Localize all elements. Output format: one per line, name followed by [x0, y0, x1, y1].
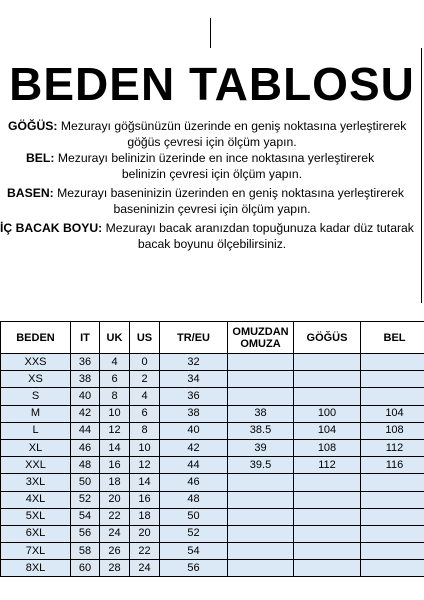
table-row: [1, 543, 424, 560]
cell-size: S: [1, 388, 71, 405]
cell-chest: [294, 388, 361, 405]
table-row: [1, 405, 424, 422]
cell-uk: 6: [100, 371, 130, 388]
instruction-label: GÖĞÜS:: [8, 119, 58, 133]
instruction-label: BEL:: [26, 151, 55, 165]
header-chest: GÖĞÜS: [294, 322, 361, 354]
cell-it: 52: [71, 491, 100, 508]
cell-chest: [294, 560, 361, 577]
cell-uk: 10: [100, 405, 130, 422]
cell-waist: 108: [361, 422, 424, 439]
cell-tr-eu: 50: [160, 508, 228, 525]
top-divider-line: [210, 18, 211, 48]
cell-us: 18: [130, 508, 160, 525]
cell-uk: 20: [100, 491, 130, 508]
cell-it: 40: [71, 388, 100, 405]
instruction-chest: [0, 119, 424, 150]
header-it: IT: [71, 322, 100, 354]
cell-it: 54: [71, 508, 100, 525]
instruction-text-cont: bacak boyunu ölçebilirsiniz.: [137, 236, 287, 251]
table-row: [1, 525, 424, 542]
cell-size: 3XL: [1, 474, 71, 491]
instruction-waist: [0, 151, 424, 182]
cell-shoulder: [228, 354, 294, 371]
table-row: [1, 422, 424, 439]
cell-size: 7XL: [1, 543, 71, 560]
cell-us: 16: [130, 491, 160, 508]
cell-us: 8: [130, 422, 160, 439]
cell-size: XXL: [1, 457, 71, 474]
cell-us: 2: [130, 371, 160, 388]
cell-us: 12: [130, 457, 160, 474]
header-waist: BEL: [361, 322, 424, 354]
instruction-inseam: [0, 221, 424, 252]
cell-us: 24: [130, 560, 160, 577]
table-row: [1, 371, 424, 388]
cell-chest: [294, 543, 361, 560]
instruction-text-cont: baseninizin çevresi için ölçüm yapın.: [113, 201, 311, 216]
cell-uk: 18: [100, 474, 130, 491]
cell-size: 5XL: [1, 508, 71, 525]
instruction-text: Mezurayı baseninizin üzerinden en geniş noktasına yerleştirerek: [53, 186, 404, 200]
cell-waist: 104: [361, 405, 424, 422]
cell-uk: 16: [100, 457, 130, 474]
cell-it: 46: [71, 439, 100, 456]
cell-it: 50: [71, 474, 100, 491]
instruction-hip: [0, 186, 424, 217]
size-table: [0, 321, 424, 577]
cell-chest: [294, 525, 361, 542]
cell-shoulder: 38.5: [228, 422, 294, 439]
cell-uk: 22: [100, 508, 130, 525]
table-body: [1, 354, 424, 577]
cell-tr-eu: 32: [160, 354, 228, 371]
table-header-row: [1, 322, 424, 354]
cell-chest: [294, 474, 361, 491]
cell-uk: 24: [100, 525, 130, 542]
table-row: [1, 560, 424, 577]
header-beden: BEDEN: [1, 322, 71, 354]
instruction-text: Mezurayı göğsünüzün üzerinde en geniş noktasına yerleştirerek: [57, 119, 407, 133]
cell-tr-eu: 44: [160, 457, 228, 474]
instruction-text-cont: belinizin çevresi için ölçüm yapın.: [121, 166, 303, 181]
cell-us: 20: [130, 525, 160, 542]
cell-size: L: [1, 422, 71, 439]
cell-waist: [361, 560, 424, 577]
cell-it: 60: [71, 560, 100, 577]
cell-chest: 112: [294, 457, 361, 474]
cell-shoulder: [228, 371, 294, 388]
cell-it: 48: [71, 457, 100, 474]
cell-tr-eu: 36: [160, 388, 228, 405]
cell-shoulder: [228, 560, 294, 577]
cell-uk: 14: [100, 439, 130, 456]
cell-shoulder: [228, 508, 294, 525]
cell-size: 8XL: [1, 560, 71, 577]
cell-shoulder: 39: [228, 439, 294, 456]
cell-us: 14: [130, 474, 160, 491]
cell-waist: [361, 525, 424, 542]
cell-chest: 104: [294, 422, 361, 439]
instruction-label: BASEN:: [7, 186, 54, 200]
cell-it: 44: [71, 422, 100, 439]
cell-chest: [294, 371, 361, 388]
cell-size: XXS: [1, 354, 71, 371]
cell-us: 22: [130, 543, 160, 560]
cell-tr-eu: 56: [160, 560, 228, 577]
cell-waist: [361, 491, 424, 508]
table-row: [1, 354, 424, 371]
cell-shoulder: [228, 388, 294, 405]
cell-waist: [361, 354, 424, 371]
cell-tr-eu: 38: [160, 405, 228, 422]
cell-shoulder: [228, 491, 294, 508]
header-shoulder: OMUZDAN OMUZA: [228, 322, 294, 354]
cell-tr-eu: 48: [160, 491, 228, 508]
cell-tr-eu: 34: [160, 371, 228, 388]
cell-it: 36: [71, 354, 100, 371]
cell-shoulder: [228, 543, 294, 560]
cell-waist: 112: [361, 439, 424, 456]
cell-uk: 26: [100, 543, 130, 560]
cell-uk: 4: [100, 354, 130, 371]
cell-us: 6: [130, 405, 160, 422]
cell-waist: [361, 543, 424, 560]
cell-shoulder: 38: [228, 405, 294, 422]
cell-chest: 108: [294, 439, 361, 456]
table-row: [1, 388, 424, 405]
cell-tr-eu: 52: [160, 525, 228, 542]
cell-size: XL: [1, 439, 71, 456]
cell-size: XS: [1, 371, 71, 388]
header-tr-eu: TR/EU: [160, 322, 228, 354]
instruction-text: Mezurayı bacak aranızdan topuğunuza kadar düz tutarak: [102, 221, 414, 235]
cell-tr-eu: 46: [160, 474, 228, 491]
cell-waist: [361, 508, 424, 525]
instruction-text: Mezurayı belinizin üzerinde en ince noktasına yerleştirerek: [54, 151, 375, 165]
cell-tr-eu: 40: [160, 422, 228, 439]
cell-waist: [361, 388, 424, 405]
instruction-label: İÇ BACAK BOYU:: [0, 221, 103, 235]
cell-uk: 8: [100, 388, 130, 405]
cell-size: 6XL: [1, 525, 71, 542]
table-row: [1, 474, 424, 491]
cell-waist: [361, 371, 424, 388]
cell-shoulder: 39.5: [228, 457, 294, 474]
table-row: [1, 508, 424, 525]
cell-shoulder: [228, 474, 294, 491]
cell-waist: 116: [361, 457, 424, 474]
table-row: [1, 439, 424, 456]
table-row: [1, 491, 424, 508]
cell-tr-eu: 54: [160, 543, 228, 560]
page-title: BEDEN TABLOSU: [9, 58, 415, 110]
cell-size: M: [1, 405, 71, 422]
cell-it: 56: [71, 525, 100, 542]
cell-chest: 100: [294, 405, 361, 422]
header-uk: UK: [100, 322, 130, 354]
instruction-text-cont: göğüs çevresi için ölçüm yapın.: [127, 134, 297, 149]
cell-waist: [361, 474, 424, 491]
cell-us: 10: [130, 439, 160, 456]
header-us: US: [130, 322, 160, 354]
cell-uk: 12: [100, 422, 130, 439]
cell-uk: 28: [100, 560, 130, 577]
table-row: [1, 457, 424, 474]
cell-it: 38: [71, 371, 100, 388]
cell-us: 0: [130, 354, 160, 371]
cell-it: 42: [71, 405, 100, 422]
cell-chest: [294, 508, 361, 525]
cell-chest: [294, 354, 361, 371]
cell-it: 58: [71, 543, 100, 560]
cell-shoulder: [228, 525, 294, 542]
cell-us: 4: [130, 388, 160, 405]
cell-tr-eu: 42: [160, 439, 228, 456]
cell-size: 4XL: [1, 491, 71, 508]
cell-chest: [294, 491, 361, 508]
